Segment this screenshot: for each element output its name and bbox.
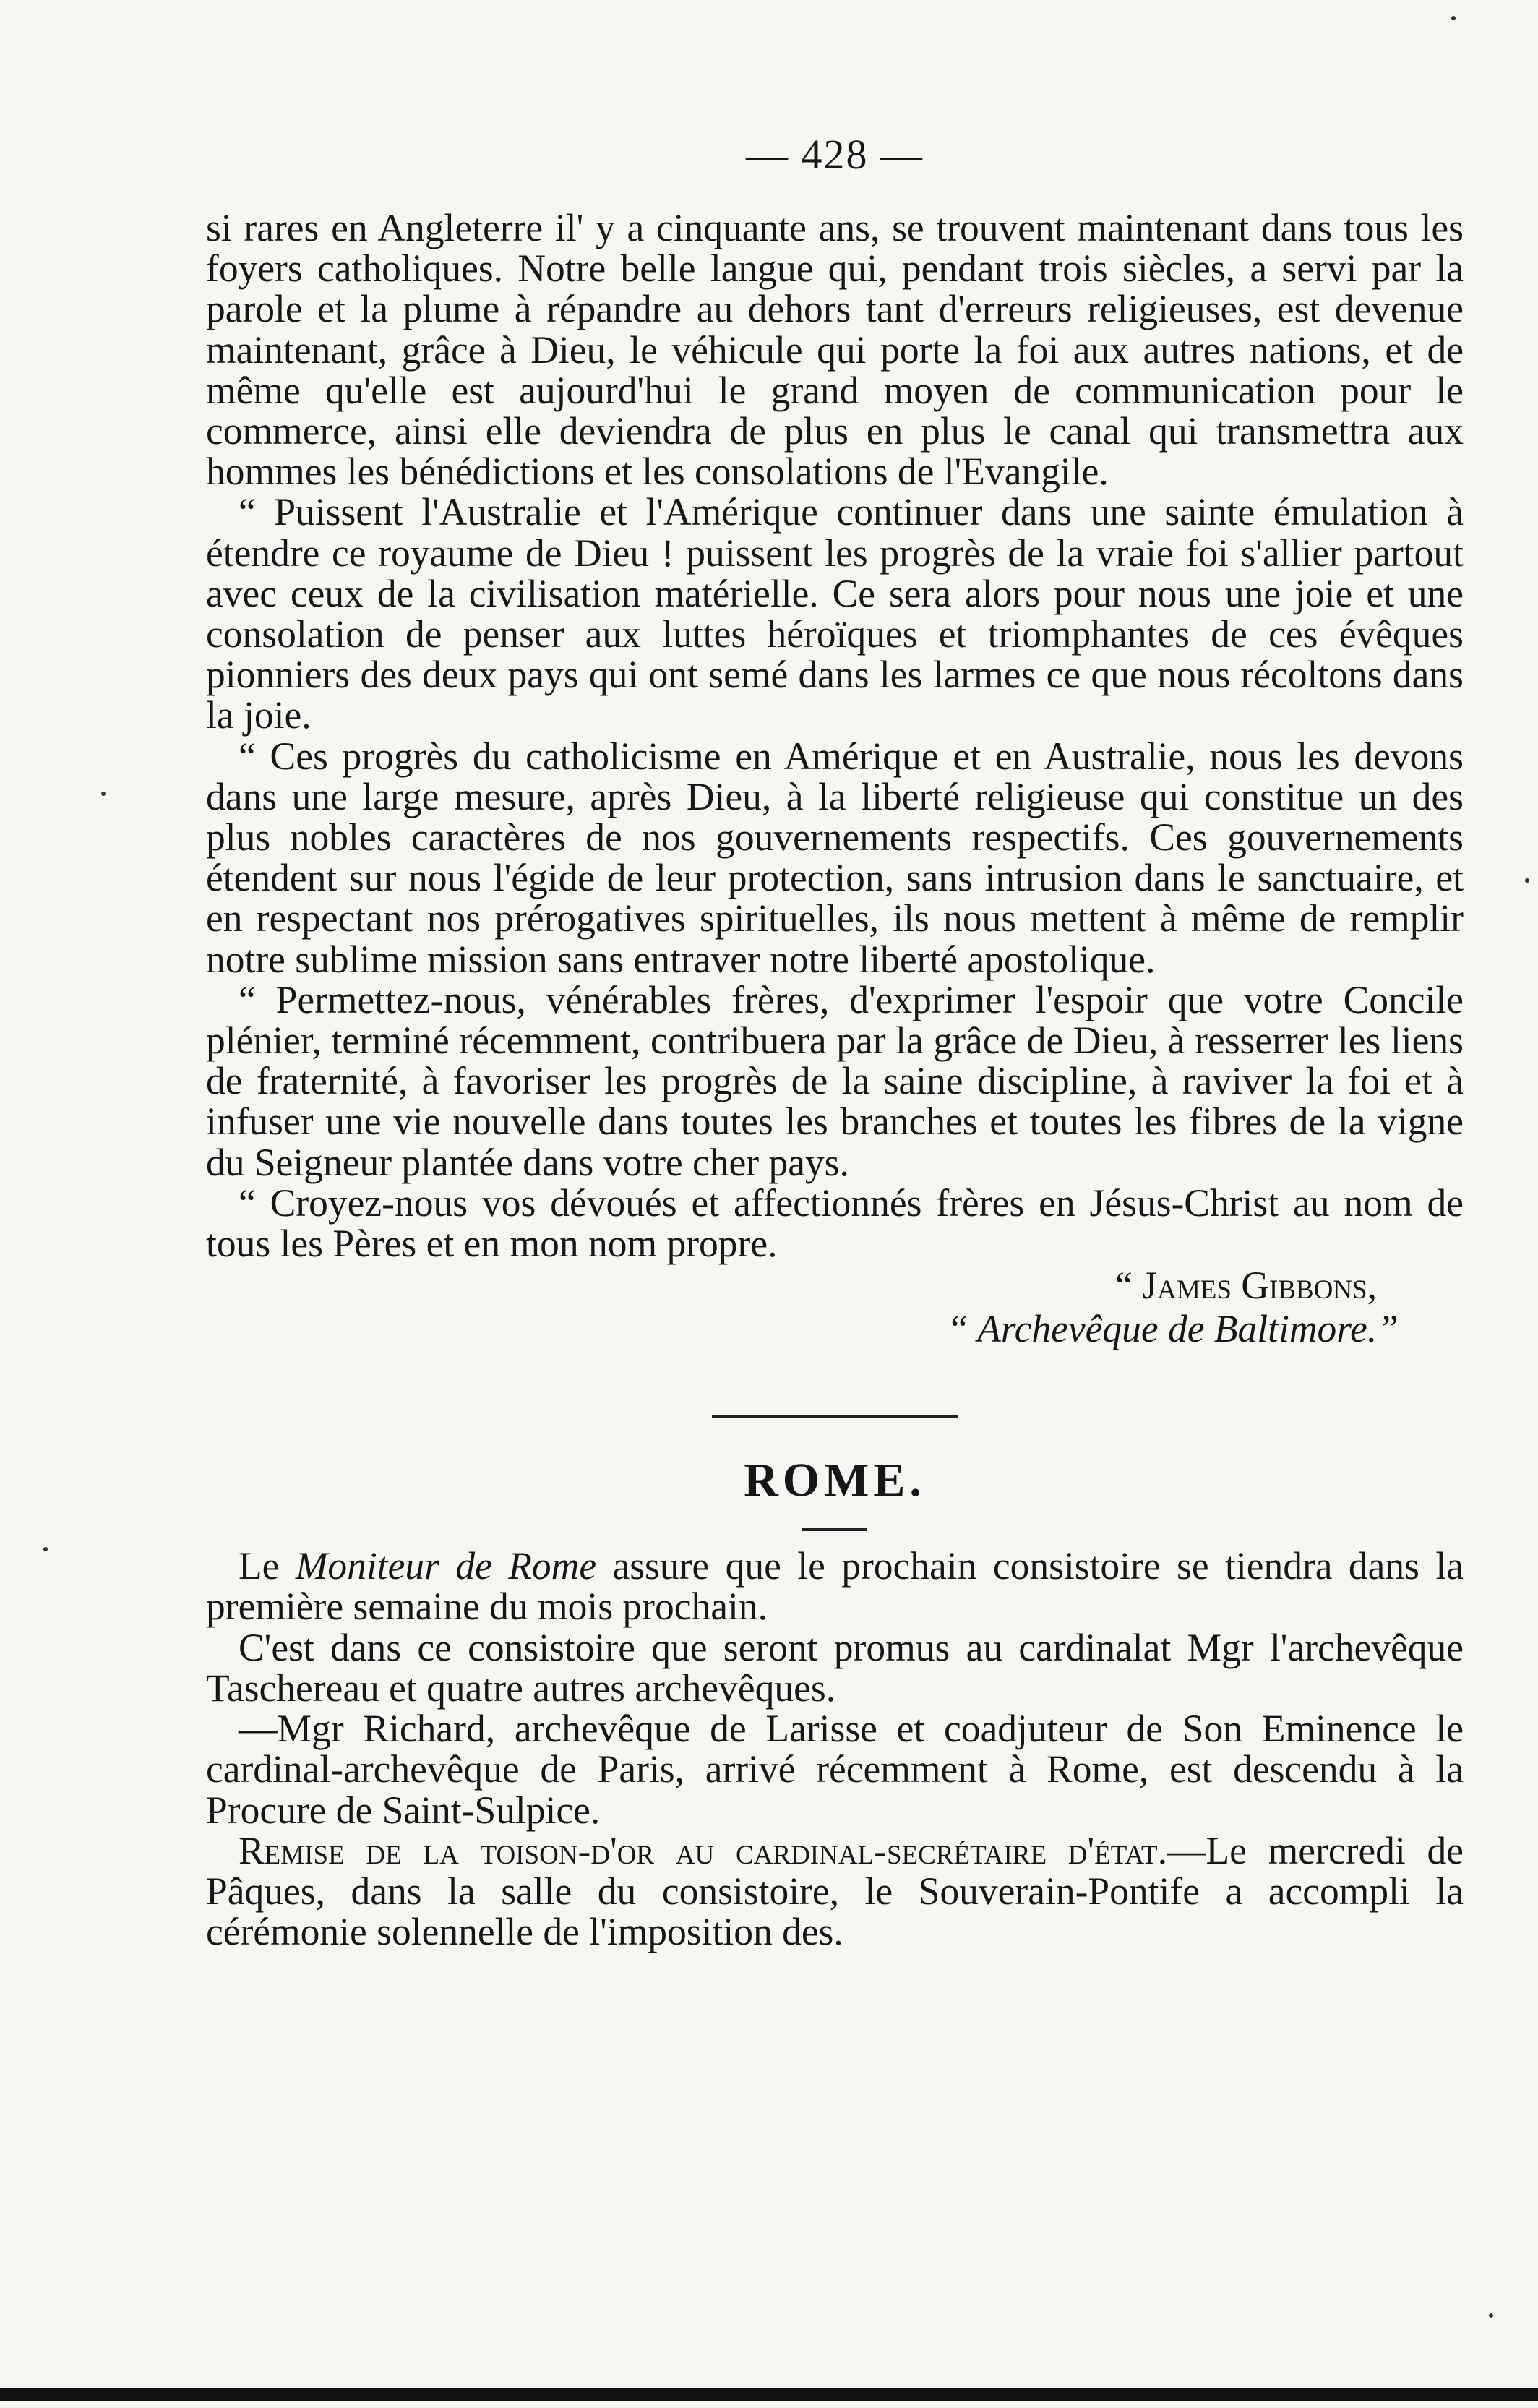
signature-block (206, 1264, 1464, 1350)
section-body (206, 1546, 1464, 1952)
section-heading: ROME. (744, 1454, 926, 1507)
newspaper-title: Moniteur de Rome (295, 1544, 597, 1588)
section-paragraph-4 (206, 1830, 1464, 1953)
scan-speck (43, 1547, 48, 1551)
scan-speck (1525, 878, 1529, 883)
paragraph-4: “ Permettez-nous, vénérables frères, d'exprimer l'espoir que votre Concile plénier, terminé récemment, contribuera par la grâce de Dieu, à resserrer les liens de fraternité, à favoriser les progrès de la saine discipline, à raviver la foi et à infuser une vie nouvelle dans toutes les branches et toutes les fibres de la vigne du Seigneur plantée dans votre cher pays. (206, 977, 1464, 1184)
paragraph-1: si rares en Angleterre il' y a cinquante ans, se trouvent maintenant dans tous les foyers catholiques. Notre belle langue qui, pendant trois siècles, a servi par la parole et la plume à répandre au dehors tant d'erreurs religieuses, est devenue maintenant, grâce à Dieu, le véhicule qui porte la foi aux autres nations, et de même qu'elle est aujourd'hui le grand moyen de communication pour le commerce, ainsi elle deviendra de plus en plus le canal qui transmettra aux hommes les bénédictions et les consolations de l'Evangile. (206, 206, 1464, 494)
section-paragraph-1-after: assure que le prochain consistoire se tiendra dans la première semaine du mois prochain. (206, 1544, 1464, 1629)
paragraph-5: “ Croyez-nous vos dévoués et affectionnés frères en Jésus-Christ au nom de tous les Pères et en mon nom propre. (206, 1181, 1464, 1266)
scan-speck (1489, 2313, 1493, 2318)
section-paragraph-1-before: Le (239, 1544, 296, 1588)
signature-name: “ James Gibbons, (1115, 1264, 1377, 1308)
scan-speck (1451, 16, 1456, 20)
paragraph-2: “ Puissent l'Australie et l'Amérique continuer dans une sainte émulation à étendre ce royaume de Dieu ! puissent les progrès de la vraie foi s'allier partout avec ceux de la civilisation matérielle. Ce sera alors pour nous une joie et une consolation de penser aux luttes héroïques et triomphantes de ces évêques pionniers des deux pays qui ont semé dans les larmes ce que nous récoltons dans la joie. (206, 490, 1464, 737)
section-paragraph-1 (206, 1546, 1464, 1627)
section-paragraph-4-after: —Le mercredi de Pâques, dans la salle du consistoire, le Souverain-Pontife a accompli la cérémonie solennelle de l'imposition des. (206, 1828, 1464, 1954)
page-number: — 428 — (746, 131, 924, 178)
subsection-title: Remise de la toison-d'or au cardinal-secrétaire d'état. (239, 1828, 1167, 1872)
section-divider (712, 1415, 958, 1418)
scan-bottom-edge (0, 2388, 1538, 2401)
section-paragraph-3: —Mgr Richard, archevêque de Larisse et coadjuteur de Son Eminence le cardinal-archevêque de Paris, arrivé récemment à Rome, est descendu à la Procure de Saint-Sulpice. (206, 1707, 1464, 1832)
paragraph-3: “ Ces progrès du catholicisme en Amérique et en Australie, nous les devons dans une large mesure, après Dieu, à la liberté religieuse qui constitue un des plus nobles caractères de nos gouvernements respectifs. Ces gouvernements étendent sur nous l'égide de leur protection, sans intrusion dans le sanctuaire, et en respectant nos prérogatives spirituelles, ils nous mettent à même de remplir notre sublime mission sans entraver notre liberté apostolique. (206, 734, 1464, 981)
section-paragraph-2: C'est dans ce consistoire que seront promus au cardinalat Mgr l'archevêque Taschereau et quatre autres archevêques. (206, 1625, 1464, 1710)
scan-speck (101, 792, 106, 796)
document-page (206, 130, 1464, 1952)
signature-title: “ Archevêque de Baltimore.” (946, 1307, 1399, 1351)
letter-body (206, 207, 1464, 1264)
heading-underline (802, 1528, 867, 1531)
